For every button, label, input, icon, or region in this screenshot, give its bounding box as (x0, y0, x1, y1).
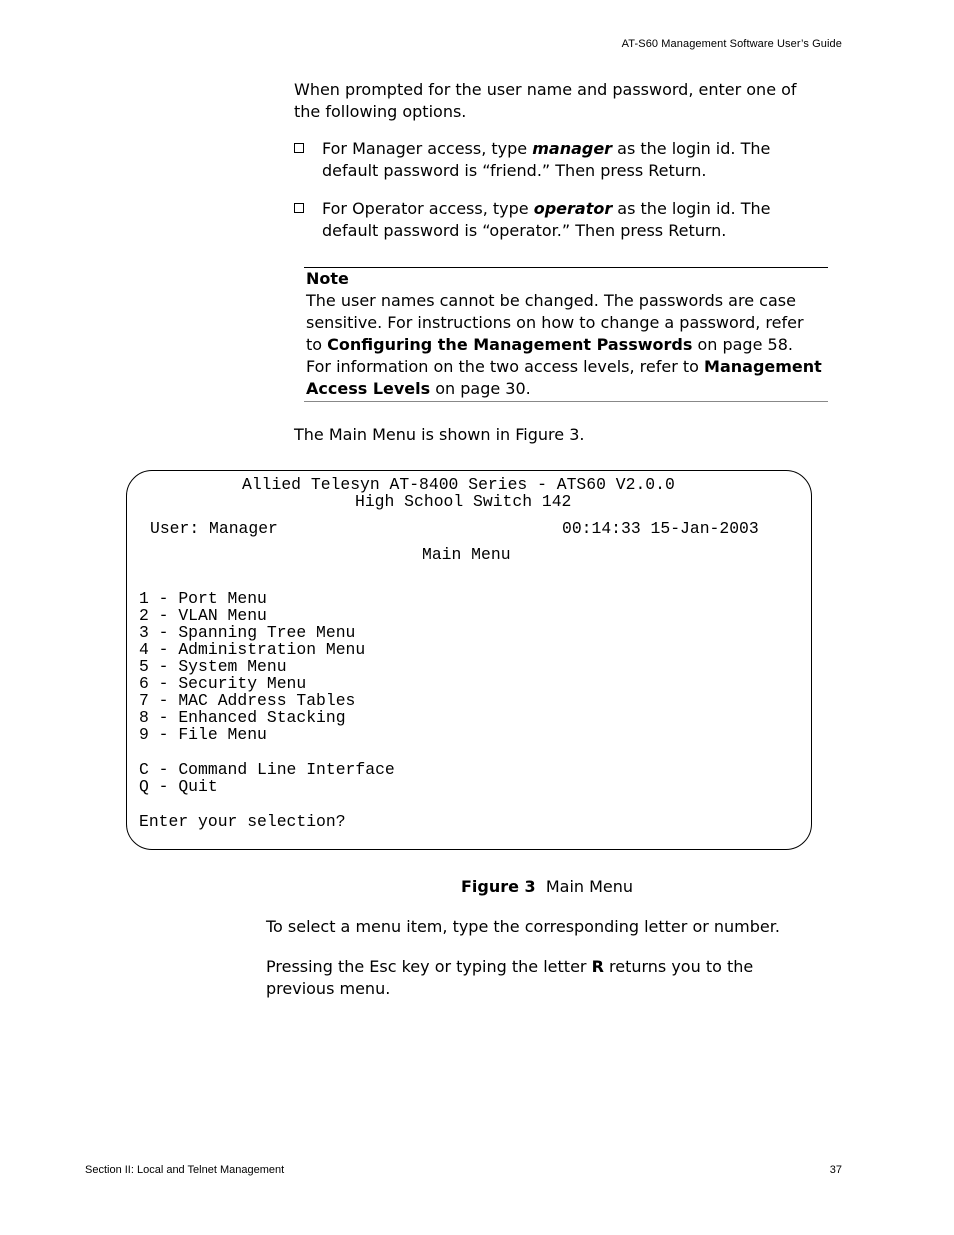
esc-prefix: Pressing the Esc key or typing the letter (266, 957, 592, 976)
note-text-1-end: on page 58. (692, 335, 793, 354)
terminal-screen (126, 470, 812, 850)
note-content (306, 268, 822, 400)
note-text-1: The user names cannot be changed. The passwords are case sensitive. For instructions on how to change a password, refer to (306, 291, 804, 354)
intro-paragraph: When prompted for the user name and password, enter one of the following options. (294, 80, 797, 121)
note-box (304, 267, 828, 402)
bullet-text (322, 138, 822, 182)
terminal-subtitle-line: High School Switch 142 (355, 492, 572, 511)
menu-item-file[interactable]: 9 - File Menu (139, 725, 267, 744)
menu-item-spanning-tree[interactable]: 3 - Spanning Tree Menu (139, 623, 356, 642)
note-line-2 (306, 356, 822, 400)
figure-number: Figure 3 (460, 877, 536, 896)
note-text-2: For information on the two access levels, refer to (306, 357, 705, 376)
bullet-suffix: as the login id. The default password is “friend.” Then press Return. (322, 139, 771, 180)
terminal-menu-title: Main Menu (422, 545, 511, 564)
footer-page-number: 37 (829, 1164, 842, 1176)
menu-item-security[interactable]: 6 - Security Menu (139, 674, 307, 693)
terminal-user: User: Manager (150, 519, 278, 538)
terminal-title-line: Allied Telesyn AT-8400 Series - ATS60 V2.0.0 (242, 475, 675, 494)
figure-title: Main Menu (545, 877, 634, 896)
note-label: Note (306, 269, 349, 288)
running-header-title: AT-S60 Management Software User’s Guide (621, 38, 842, 50)
terminal-datetime: 00:14:33 15-Jan-2003 (562, 519, 759, 538)
checkbox-bullet-icon (294, 143, 304, 153)
menu-item-mac-address-tables[interactable]: 7 - MAC Address Tables (139, 691, 356, 710)
note-link-access-levels[interactable]: Management Access Levels (306, 357, 822, 398)
menu-item-administration[interactable]: 4 - Administration Menu (139, 640, 366, 659)
bullet-text (322, 198, 822, 242)
menu-item-quit[interactable]: Q - Quit (139, 777, 218, 796)
menu-item-enhanced-stacking[interactable]: 8 - Enhanced Stacking (139, 708, 346, 727)
esc-key: R (591, 957, 604, 976)
bullet-keyword: operator (533, 199, 613, 218)
menu-item-port[interactable]: 1 - Port Menu (139, 589, 267, 608)
bullet-keyword: manager (532, 139, 613, 158)
esc-paragraph (266, 956, 826, 1000)
bullet-prefix: For Manager access, type (322, 139, 533, 158)
note-line-1 (306, 290, 822, 356)
bullet-item-manager (294, 138, 814, 184)
bullet-item-operator (294, 198, 814, 244)
note-link-passwords[interactable]: Configuring the Management Passwords (327, 335, 693, 354)
figure-caption (0, 876, 954, 898)
esc-suffix: returns you to the previous menu. (266, 957, 754, 998)
terminal-prompt[interactable]: Enter your selection? (139, 812, 346, 831)
checkbox-bullet-icon (294, 203, 304, 213)
footer-section: Section II: Local and Telnet Management (85, 1164, 285, 1176)
note-text-2-end: on page 30. (430, 379, 531, 398)
menu-item-vlan[interactable]: 2 - VLAN Menu (139, 606, 267, 625)
main-menu-intro: The Main Menu is shown in Figure 3. (294, 425, 585, 444)
menu-item-command-line[interactable]: C - Command Line Interface (139, 760, 395, 779)
bullet-prefix: For Operator access, type (322, 199, 534, 218)
bullet-suffix: as the login id. The default password is “operator.” Then press Return. (322, 199, 771, 240)
menu-item-system[interactable]: 5 - System Menu (139, 657, 287, 676)
select-paragraph: To select a menu item, type the corresponding letter or number. (266, 917, 780, 936)
